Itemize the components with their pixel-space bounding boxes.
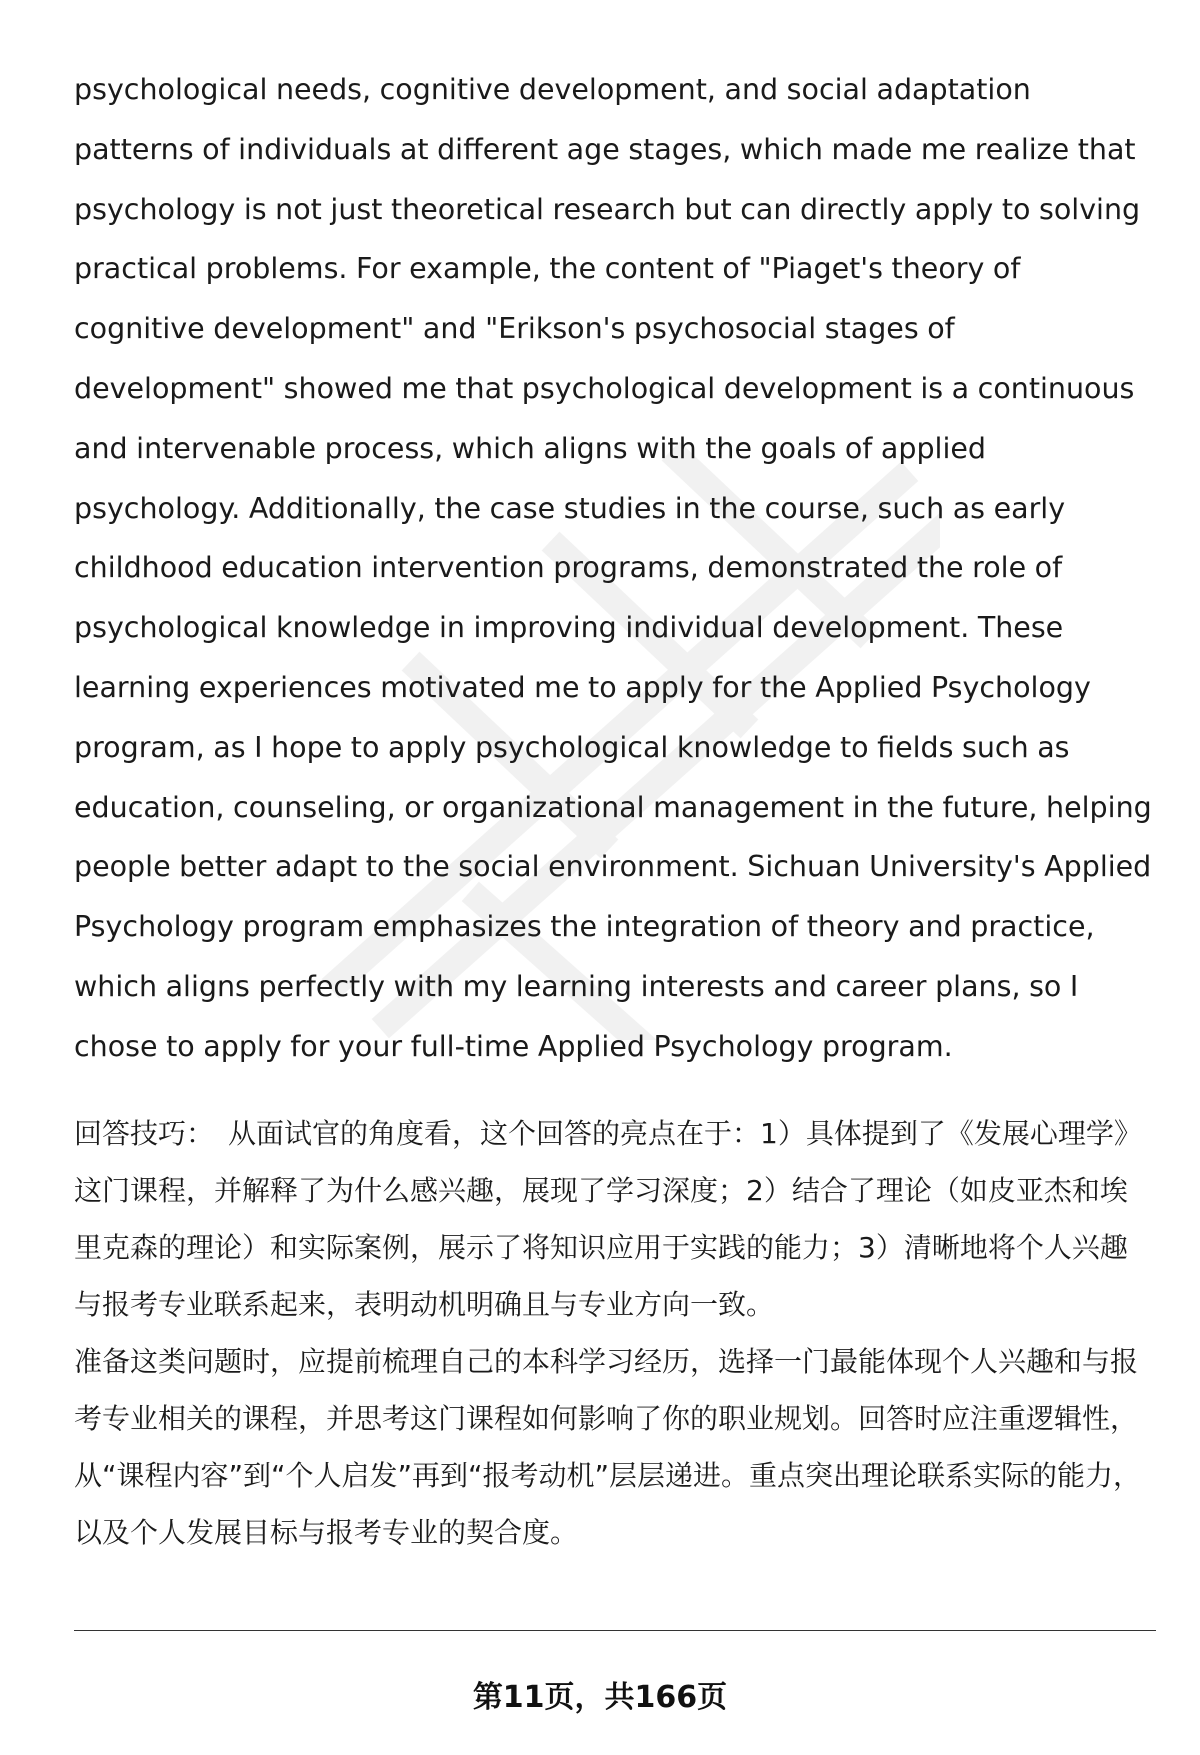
tips-paragraph-1 (74, 1105, 1154, 1333)
body-paragraph: psychological needs, cognitive development, and social adaptation patterns of individuals at different age stages, which made me realize that psychology is not just theoretical research but can directly apply to solving practical problems. For example, the content of "Piaget's theory of cognitive development" and "Erikson's psychosocial stages of development" showed me that psychological development is a continuous and intervenable process, which aligns with the goals of applied psychology. Additionally, the case studies in the course, such as early childhood education intervention programs, demonstrated the role of psychological knowledge in improving individual development. These learning experiences motivated me to apply for the Applied Psychology program, as I hope to apply psychological knowledge to fields such as education, counseling, or organizational management in the future, helping people better adapt to the social environment. Sichuan University's Applied Psychology program emphasizes the integration of theory and practice, which aligns perfectly with my learning interests and career plans, so I chose to apply for your full-time Applied Psychology program. (74, 73, 1152, 1063)
page-number: 第11页，共166页 (472, 1680, 728, 1715)
tips-label: 回答技巧： (74, 1116, 215, 1150)
tips-paragraph-2: 准备这类问题时，应提前梳理自己的本科学习经历，选择一门最能体现个人兴趣和与报考专业相关的课程，并思考这门课程如何影响了你的职业规划。回答时应注重逻辑性，从“课程内容”到“个人启发”再到“报考动机”层层递进。重点突出理论联系实际的能力，以及个人发展目标与报考专业的契合度。 (74, 1344, 1142, 1549)
main-content (74, 60, 1154, 1561)
tips-text-1: 从面试官的角度看，这个回答的亮点在于：1）具体提到了《发展心理学》这门课程，并解释了为什么感兴趣，展现了学习深度；2）结合了理论（如皮亚杰和埃里克森的理论）和实际案例，展示了将知识应用于实践的能力；3）清晰地将个人兴趣与报考专业联系起来，表明动机明确且与专业方向一致。 (74, 1116, 1142, 1321)
answer-tips-section (74, 1105, 1154, 1561)
footer-divider (74, 1630, 1156, 1631)
